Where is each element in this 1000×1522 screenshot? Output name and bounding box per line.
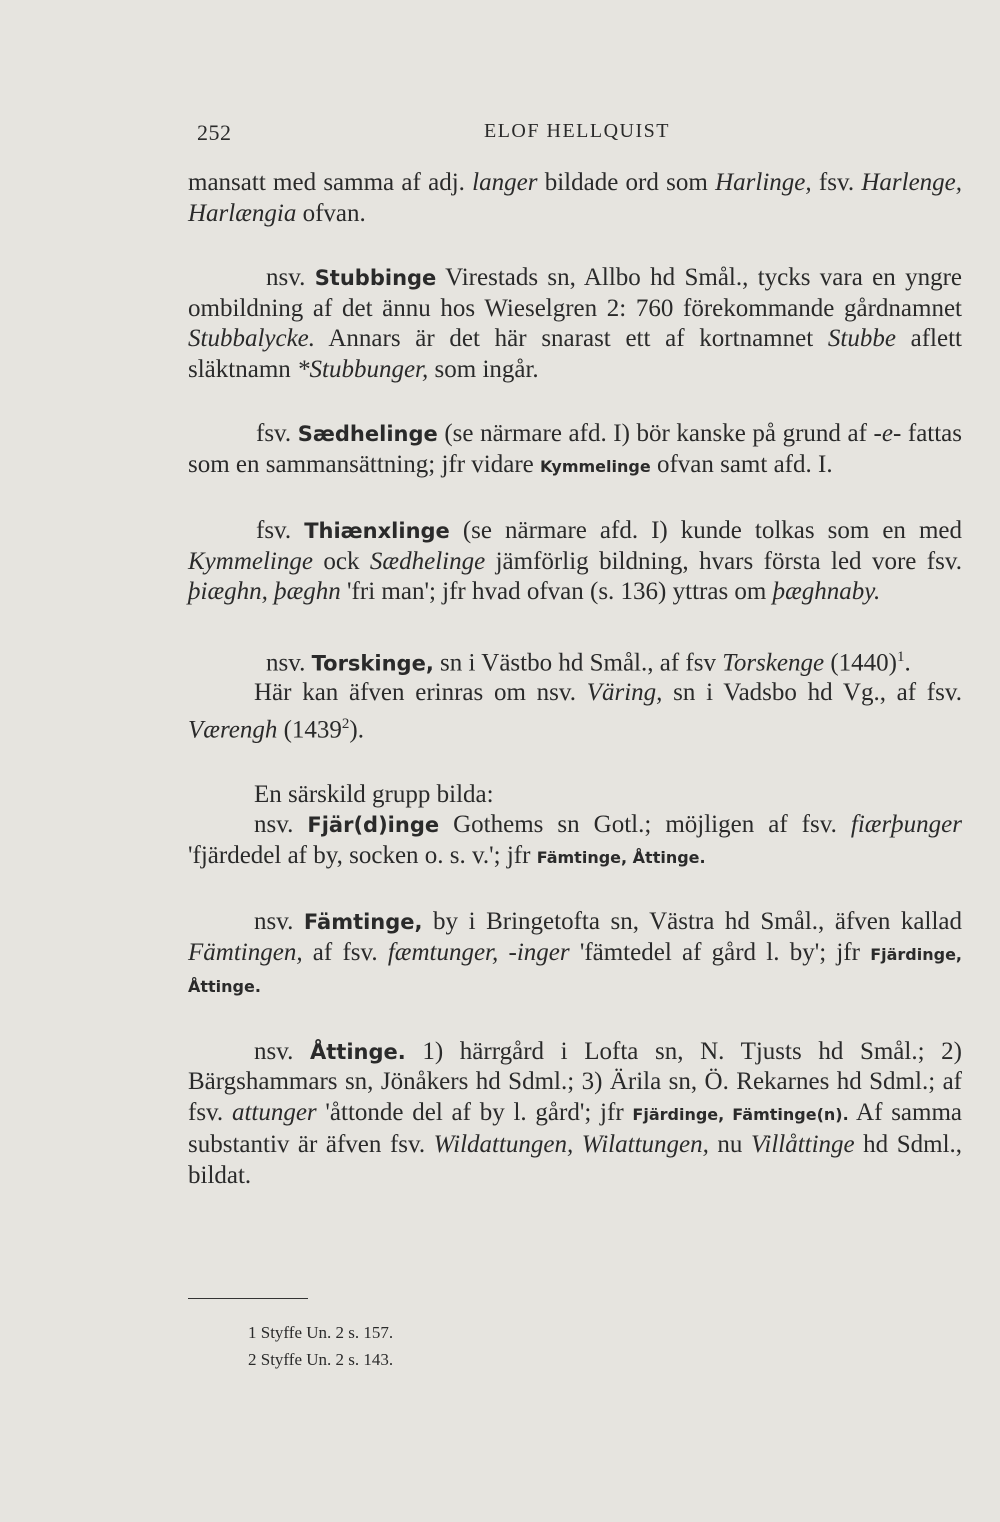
italic-term: Kymmelinge — [188, 547, 313, 575]
text: 'åttonde del af by l. gård'; jfr — [316, 1098, 633, 1126]
text: som ingår. — [428, 355, 539, 383]
text: Gothems sn Gotl.; möjligen af fsv. — [439, 811, 851, 839]
text: Här kan äfven erinras om nsv. — [254, 679, 587, 707]
italic-term: Wildattungen, Wilattungen, — [433, 1131, 709, 1159]
text: En särskild grupp bilda: — [254, 780, 494, 808]
text: nsv. — [254, 908, 304, 936]
text: ock — [312, 547, 370, 575]
text: ofvan samt afd. I. — [650, 450, 833, 478]
footnote-1: 1 Styffe Un. 2 s. 157. — [248, 1323, 394, 1342]
paragraph-attinge — [188, 1037, 962, 1192]
text: 'fjärdedel af by, socken o. s. v.'; jfr — [188, 841, 537, 869]
footnote-2: 2 Styffe Un. 2 s. 143. — [248, 1350, 394, 1369]
text: ofvan. — [296, 199, 366, 227]
page-header — [197, 120, 962, 150]
footnote-rule — [188, 1298, 308, 1299]
italic-term: Torskenge — [722, 648, 825, 676]
paragraph-torskinge — [188, 642, 962, 679]
text: bildade ord som — [537, 169, 716, 196]
italic-term: langer — [472, 169, 538, 196]
italic-term: þæghnaby. — [772, 578, 881, 605]
paragraph-thiaenxlinge — [188, 516, 962, 608]
text: mansatt med samma af adj. — [188, 169, 473, 196]
paragraph-harlinge — [188, 168, 962, 229]
text: Af samma substantiv är äfven fsv. — [188, 1098, 963, 1159]
cross-reference: Fämtinge, Åttinge. — [536, 847, 706, 867]
italic-term: fæmtunger, -inger — [387, 938, 570, 966]
text: (1440) — [824, 648, 897, 676]
paragraph-stubbinge — [188, 263, 962, 385]
headword: Fjär(d)inge — [307, 813, 440, 838]
cross-reference: Fjärdinge, Fämtinge(n). — [632, 1104, 849, 1124]
text: fattas som en sammansättning; jfr vidare — [188, 420, 963, 478]
text: 1) härrgård i Lofta sn, N. Tjusts hd Smål.; 2) Bärgshammars sn, Jönåkers hd Sdml.; 3) Ärila sn, Ö. Rekarnes hd Sdml.; af fsv. — [188, 1037, 962, 1126]
paragraph-group-intro — [188, 780, 962, 811]
italic-term: Stubbe — [827, 325, 896, 352]
italic-term: Værengh — [188, 716, 278, 744]
text: aflett släktnamn — [188, 325, 962, 383]
text: 'fämtedel af gård l. by'; jfr — [569, 938, 871, 966]
text: fsv. — [811, 169, 862, 196]
text: fsv. — [256, 517, 305, 544]
text: Annars är det här snarast ett af kortnamnet — [315, 325, 828, 352]
text: ). — [349, 716, 364, 744]
italic-term: Harlenge, Harlængia — [188, 169, 963, 227]
cross-reference: Fjärdinge, Åttinge. — [188, 944, 962, 997]
italic-term: fiærþunger — [850, 811, 962, 839]
footnote-marker: 2 — [341, 715, 350, 732]
italic-term: Sædhelinge — [369, 547, 486, 575]
italic-term: Väring, — [586, 679, 663, 707]
paragraph-varing — [188, 678, 962, 745]
text: sn i Vadsbo hd Vg., af fsv. — [662, 679, 962, 707]
paragraph-famtinge — [188, 907, 962, 1003]
headword: Thiænxlinge — [304, 519, 450, 543]
text: nsv. — [266, 264, 315, 291]
headword: Fämtinge, — [303, 910, 423, 935]
italic-term: þiæghn, þæghn — [188, 578, 341, 605]
italic-term: attunger — [231, 1098, 317, 1126]
text: by i Bringetofta sn, Västra hd Smål., äfven kallad — [422, 908, 962, 936]
headword: Torskinge, — [311, 650, 434, 675]
page-number: 252 — [197, 120, 232, 145]
italic-term: Stubbalycke. — [188, 325, 316, 352]
text: af fsv. — [302, 938, 388, 966]
italic-term: -e- — [873, 420, 902, 447]
headword: Åttinge. — [309, 1039, 406, 1064]
text: fsv. — [256, 420, 298, 447]
footnote-marker: 1 — [896, 648, 905, 665]
headword: Sædhelinge — [297, 422, 438, 446]
running-title: ELOF HELLQUIST — [484, 120, 670, 142]
italic-term: Harlinge, — [715, 169, 812, 196]
text: (se närmare afd. I) bör kanske på grund af — [437, 420, 874, 447]
text: . — [904, 648, 911, 676]
text: Virestads sn, Allbo hd Smål., tycks vara en yngre ombildning af det ännu hos Wieselgren 2: 760 förekommande gårdnamnet — [188, 264, 962, 322]
italic-term: Villåttinge — [750, 1131, 855, 1159]
text: hd Sdml., bildat. — [188, 1131, 963, 1189]
italic-term: Fämtingen, — [188, 938, 303, 966]
text: nsv. — [254, 1037, 310, 1065]
text: 'fri man'; jfr hvad ofvan (s. 136) yttras om — [340, 578, 773, 605]
text: nsv. — [266, 648, 312, 676]
text: (1439 — [277, 716, 342, 744]
cross-reference: Kymmelinge — [540, 456, 651, 476]
text: sn i Västbo hd Smål., af fsv — [433, 648, 723, 676]
text: nu — [708, 1131, 751, 1159]
italic-term: *Stubbunger, — [297, 355, 429, 383]
text: (se närmare afd. I) kunde tolkas som en med — [449, 517, 962, 544]
text: jämförlig bildning, hvars första led vore fsv. — [485, 547, 962, 575]
headword: Stubbinge — [314, 266, 437, 290]
paragraph-saedhelinge — [188, 419, 962, 482]
main-text — [188, 168, 962, 1191]
text: nsv. — [254, 811, 308, 839]
paragraph-fjardinge — [188, 810, 962, 873]
